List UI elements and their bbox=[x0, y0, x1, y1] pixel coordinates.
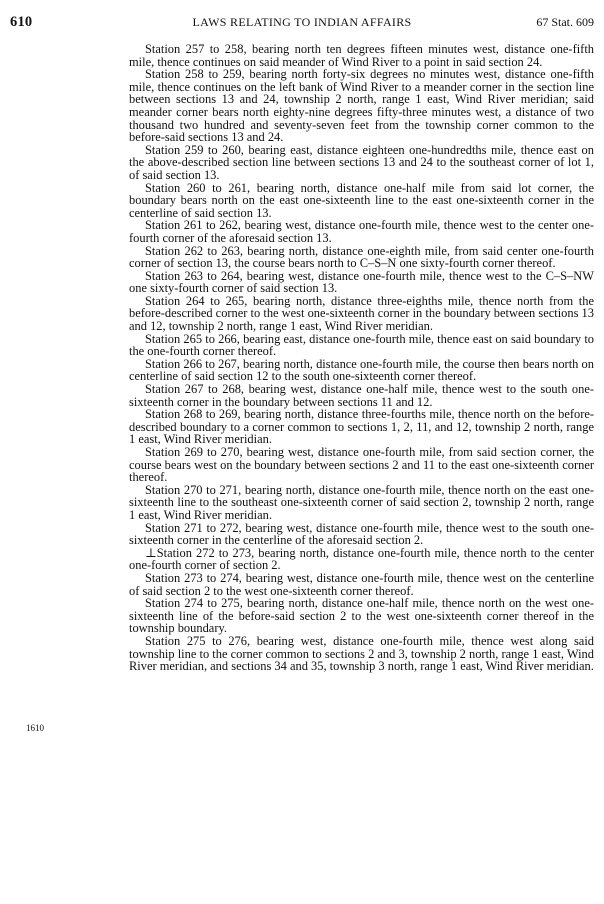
paragraph-station-261: Station 261 to 262, bearing west, distance one-fourth mile, thence west to the center one-fourth corner of the aforesaid section 13. bbox=[129, 218, 594, 245]
paragraph-station-258: Station 258 to 259, bearing north forty-six degrees no minutes west, distance one-fifth mile, thence continues on the left bank of Wind River to a meander corner in the section line between sections 13 and 24, township 2 north, range 1 east, Wind River meridian; said meander corner bears north eighty-nine degrees fifty-three minutes west, a distance of two thousand two hundred and seventy-seven feet from the township corner common to the before-said sections 13 and 24. bbox=[129, 67, 594, 145]
paragraph-station-266: Station 266 to 267, bearing north, distance one-fourth mile, the course then bears north on centerline of said section 12 to the south one-sixteenth corner thereof. bbox=[129, 356, 594, 384]
paragraph-station-274: Station 274 to 275, bearing north, distance one-half mile, thence north on the west one-sixteenth line of the before-said section 2 to the west one-sixteenth corner thereof in the township boundary. bbox=[129, 596, 594, 636]
running-title: LAWS RELATING TO INDIAN AFFAIRS bbox=[192, 15, 412, 29]
paragraph-station-271: Station 271 to 272, bearing west, distance one-fourth mile, thence west to the south one-sixteenth corner in the centerline of the aforesaid section 2. bbox=[129, 520, 594, 548]
paragraph-station-275: Station 275 to 276, bearing west, distance one-fourth mile, thence west along said township line to the corner common to sections 2 and 3, township 2 north, range 1 east, Wind River meridian, and sections 34 and 35, township 3 north, range 1 east, Wind River meridian. bbox=[129, 633, 594, 674]
paragraph-station-268: Station 268 to 269, bearing north, distance three-fourths mile, thence north on the before-described boundary to a corner common to sections 1, 2, 11, and 12, township 2 north, range 1 east, Wind River meridian. bbox=[129, 407, 594, 447]
paragraph-station-267: Station 267 to 268, bearing west, distance one-half mile, thence west to the south one-sixteenth corner in the boundary between sections 11 and 12. bbox=[129, 382, 594, 409]
paragraph-station-265: Station 265 to 266, bearing east, distance one-fourth mile, thence east on said boundary to the one-fourth corner thereof. bbox=[129, 331, 594, 359]
paragraph-station-257: Station 257 to 258, bearing north ten degrees fifteen minutes west, distance one-fifth mile, thence continues on said meander of Wind River to a point in said section 24. bbox=[129, 42, 594, 69]
margin-page-note: 1610 bbox=[26, 723, 44, 733]
paragraph-station-263: Station 263 to 264, bearing west, distance one-fourth mile, thence west to the C–S–NW one sixty-fourth corner of said section 13. bbox=[129, 268, 594, 296]
paragraph-station-270: Station 270 to 271, bearing north, distance one-fourth mile, thence north on the east one-sixteenth line to the southeast one-sixteenth corner of said section 2, township 2 north, range 1 east, Wind River meridian. bbox=[129, 482, 594, 522]
paragraph-station-269: Station 269 to 270, bearing west, distance one-fourth mile, from said section corner, the course bears west on the boundary between sections 2 and 11 to the east one-sixteenth corner thereof. bbox=[129, 445, 594, 485]
page-header bbox=[0, 14, 604, 34]
paragraph-station-262: Station 262 to 263, bearing north, distance one-eighth mile, from said center one-fourth corner of section 13, the course bears north to C–S–N one sixty-fourth corner thereof. bbox=[129, 243, 594, 271]
paragraph-station-273: Station 273 to 274, bearing west, distance one-fourth mile, thence west on the centerline of said section 2 to the west one-sixteenth corner thereof. bbox=[129, 570, 594, 598]
body-text bbox=[129, 43, 594, 673]
paragraph-station-260: Station 260 to 261, bearing north, distance one-half mile from said lot corner, the boundary bears north on the east one-sixteenth line to the east one-sixteenth corner in the centerline of said section 13. bbox=[129, 180, 594, 220]
stat-citation: 67 Stat. 609 bbox=[536, 15, 594, 29]
paragraph-station-264: Station 264 to 265, bearing north, distance three-eighths mile, thence north from the before-described corner to the west one-sixteenth corner in the boundary between sections 13 and 12, township 2 north, range 1 east, Wind River meridian. bbox=[129, 293, 594, 334]
page-number: 610 bbox=[10, 14, 33, 30]
paragraph-station-272: ⊥Station 272 to 273, bearing north, distance one-fourth mile, thence north to the center one-fourth corner of section 2. bbox=[129, 545, 594, 573]
paragraph-station-259: Station 259 to 260, bearing east, distance eighteen one-hundredths mile, thence east on the above-described section line between sections 13 and 24 to the southeast corner of lot 1, of said section 13. bbox=[129, 142, 594, 182]
